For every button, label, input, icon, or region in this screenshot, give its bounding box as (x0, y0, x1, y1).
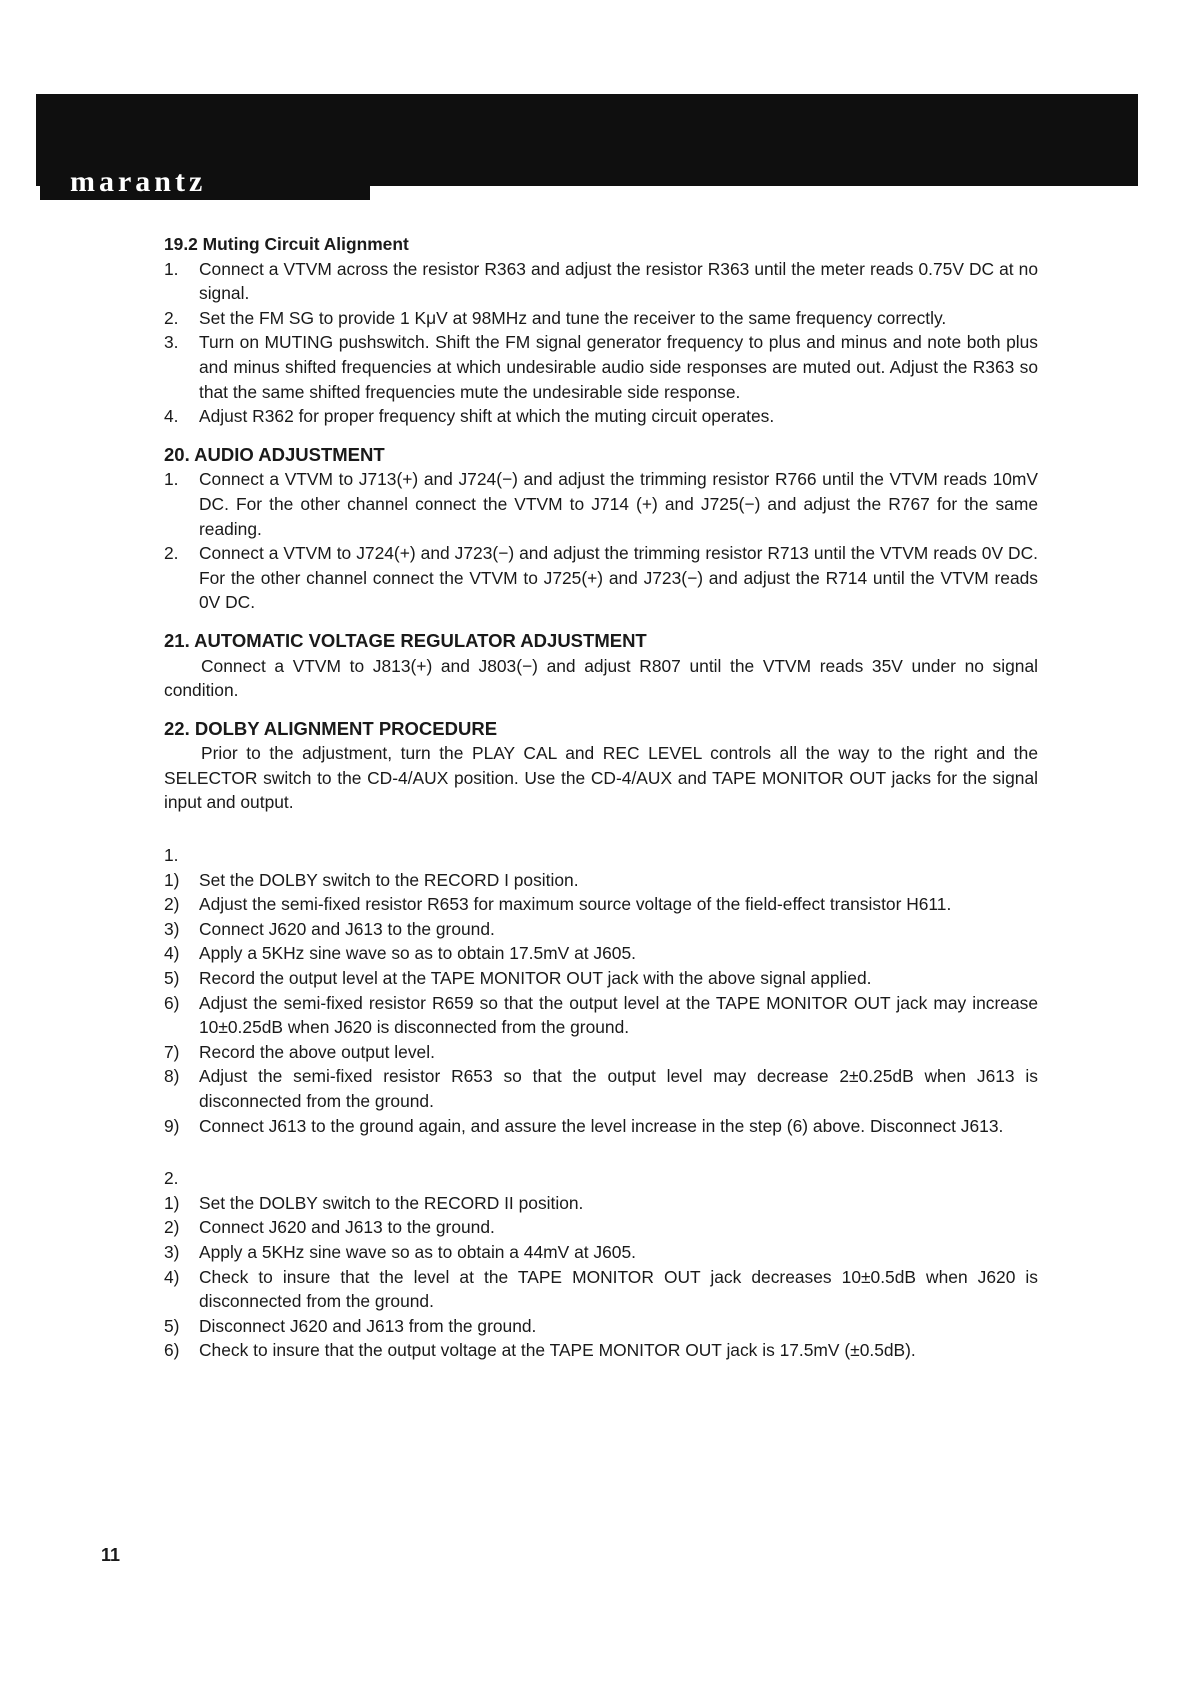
section-title: 19.2 Muting Circuit Alignment (164, 234, 409, 254)
section-title: 21. AUTOMATIC VOLTAGE REGULATOR ADJUSTMENT (164, 629, 647, 651)
item-number: 6) (164, 1340, 180, 1361)
section-muting (164, 232, 1038, 429)
section-title: 22. DOLBY ALIGNMENT PROCEDURE (164, 717, 498, 739)
list-item (164, 257, 1038, 306)
item-text: Set the DOLBY switch to the RECORD II position. (199, 1192, 584, 1213)
item-text: Adjust R362 for proper frequency shift at which the muting circuit operates. (199, 406, 775, 427)
item-number: 1. (164, 258, 179, 279)
item-text: Set the DOLBY switch to the RECORD I position. (199, 869, 579, 890)
item-number: 1. (164, 469, 179, 490)
section-title: 20. AUDIO ADJUSTMENT (164, 443, 385, 465)
item-text: Turn on MUTING pushswitch. Shift the FM signal generator frequency to plus and minus and note both plus and minus shifted frequencies at which undesirable audio side responses are muted out. Adjust the R363 so that the same shifted frequencies mute the undesirable side response. (199, 332, 1038, 402)
list-item (164, 1191, 1038, 1216)
item-text: Check to insure that the output voltage at the TAPE MONITOR OUT jack is 17.5mV (±0.5dB). (199, 1340, 916, 1361)
item-number: 2. (164, 307, 179, 328)
item-number: 3) (164, 1241, 180, 1262)
list-item (164, 541, 1038, 615)
list-item (164, 892, 1038, 917)
item-text: Adjust the semi-fixed resistor R653 for maximum source voltage of the field-effect transistor H611. (199, 894, 952, 915)
item-number: 2) (164, 1217, 180, 1238)
item-number: 1) (164, 869, 180, 890)
list-item (164, 941, 1038, 966)
document-body (164, 232, 1038, 1363)
item-text: Check to insure that the level at the TAPE MONITOR OUT jack decreases 10±0.5dB when J620 is disconnected from the ground. (199, 1266, 1038, 1312)
item-number: 6) (164, 992, 180, 1013)
item-number: 3) (164, 918, 180, 939)
item-text: Connect J620 and J613 to the ground. (199, 1217, 495, 1238)
item-text: Connect a VTVM across the resistor R363 and adjust the resistor R363 until the meter reads 0.75V DC at no signal. (199, 258, 1038, 304)
item-number: 2) (164, 894, 180, 915)
list-item (164, 1265, 1038, 1314)
item-text: Disconnect J620 and J613 from the ground. (199, 1315, 537, 1336)
brand-logo-text: marantz (70, 165, 207, 198)
list-item (164, 306, 1038, 331)
item-text: Record the output level at the TAPE MONITOR OUT jack with the above signal applied. (199, 968, 872, 989)
item-number: 8) (164, 1066, 180, 1087)
section-paragraph: Connect a VTVM to J813(+) and J803(−) and adjust R807 until the VTVM reads 35V under no signal condition. (164, 655, 1038, 701)
item-number: 9) (164, 1115, 180, 1136)
item-number: 3. (164, 332, 179, 353)
item-text: Connect J613 to the ground again, and assure the level increase in the step (6) above. Disconnect J613. (199, 1115, 1004, 1136)
item-number: 4) (164, 943, 180, 964)
item-text: Connect a VTVM to J724(+) and J723(−) and adjust the trimming resistor R713 until the VTVM reads 0V DC. For the other channel connect the VTVM to J725(+) and J723(−) and adjust the R714 until the VTVM reads 0V DC. (199, 543, 1038, 613)
list-item (164, 917, 1038, 942)
page-number: 11 (101, 1545, 121, 1565)
dolby-step-group-2 (164, 1166, 1038, 1363)
item-text: Set the FM SG to provide 1 KμV at 98MHz and tune the receiver to the same frequency correctly. (199, 307, 947, 328)
list-item (164, 1338, 1038, 1363)
section-paragraph: Prior to the adjustment, turn the PLAY CAL and REC LEVEL controls all the way to the right and the SELECTOR switch to the CD-4/AUX position. Use the CD-4/AUX and TAPE MONITOR OUT jacks for the signal input and output. (164, 743, 1038, 813)
brand-logo (40, 165, 370, 200)
list-item (164, 1215, 1038, 1240)
list-item (164, 991, 1038, 1040)
item-number: 4. (164, 406, 179, 427)
list-item (164, 1240, 1038, 1265)
item-number: 7) (164, 1041, 180, 1062)
list-item (164, 404, 1038, 429)
item-number: 5) (164, 1315, 180, 1336)
item-text: Apply a 5KHz sine wave so as to obtain a 44mV at J605. (199, 1241, 636, 1262)
list-item (164, 966, 1038, 991)
list-item (164, 868, 1038, 893)
list-item (164, 330, 1038, 404)
item-text: Adjust the semi-fixed resistor R653 so that the output level may decrease 2±0.25dB when J613 is disconnected from the ground. (199, 1066, 1038, 1111)
section-voltage-regulator (164, 629, 1038, 703)
section-dolby (164, 717, 1038, 815)
list-item (164, 1114, 1038, 1139)
item-number: 4) (164, 1266, 180, 1287)
list-item (164, 1040, 1038, 1065)
list-item (164, 1064, 1038, 1113)
list-item (164, 467, 1038, 541)
list-item (164, 1314, 1038, 1339)
item-number: 5) (164, 968, 180, 989)
item-text: Adjust the semi-fixed resistor R659 so that the output level at the TAPE MONITOR OUT jack may increase 10±0.25dB when J620 is disconnected from the ground. (199, 992, 1038, 1038)
step-group-label: 1. (164, 845, 179, 866)
item-text: Apply a 5KHz sine wave so as to obtain 17.5mV at J605. (199, 943, 636, 964)
item-text: Record the above output level. (199, 1041, 435, 1062)
dolby-step-group-1 (164, 843, 1038, 1138)
step-group-label: 2. (164, 1168, 179, 1189)
item-text: Connect J620 and J613 to the ground. (199, 918, 495, 939)
item-text: Connect a VTVM to J713(+) and J724(−) and adjust the trimming resistor R766 until the VTVM reads 10mV DC. For the other channel connect the VTVM to J714 (+) and J725(−) and adjust the R767 for the same reading. (199, 469, 1038, 539)
item-number: 2. (164, 543, 179, 564)
item-number: 1) (164, 1192, 180, 1213)
section-audio (164, 443, 1038, 615)
